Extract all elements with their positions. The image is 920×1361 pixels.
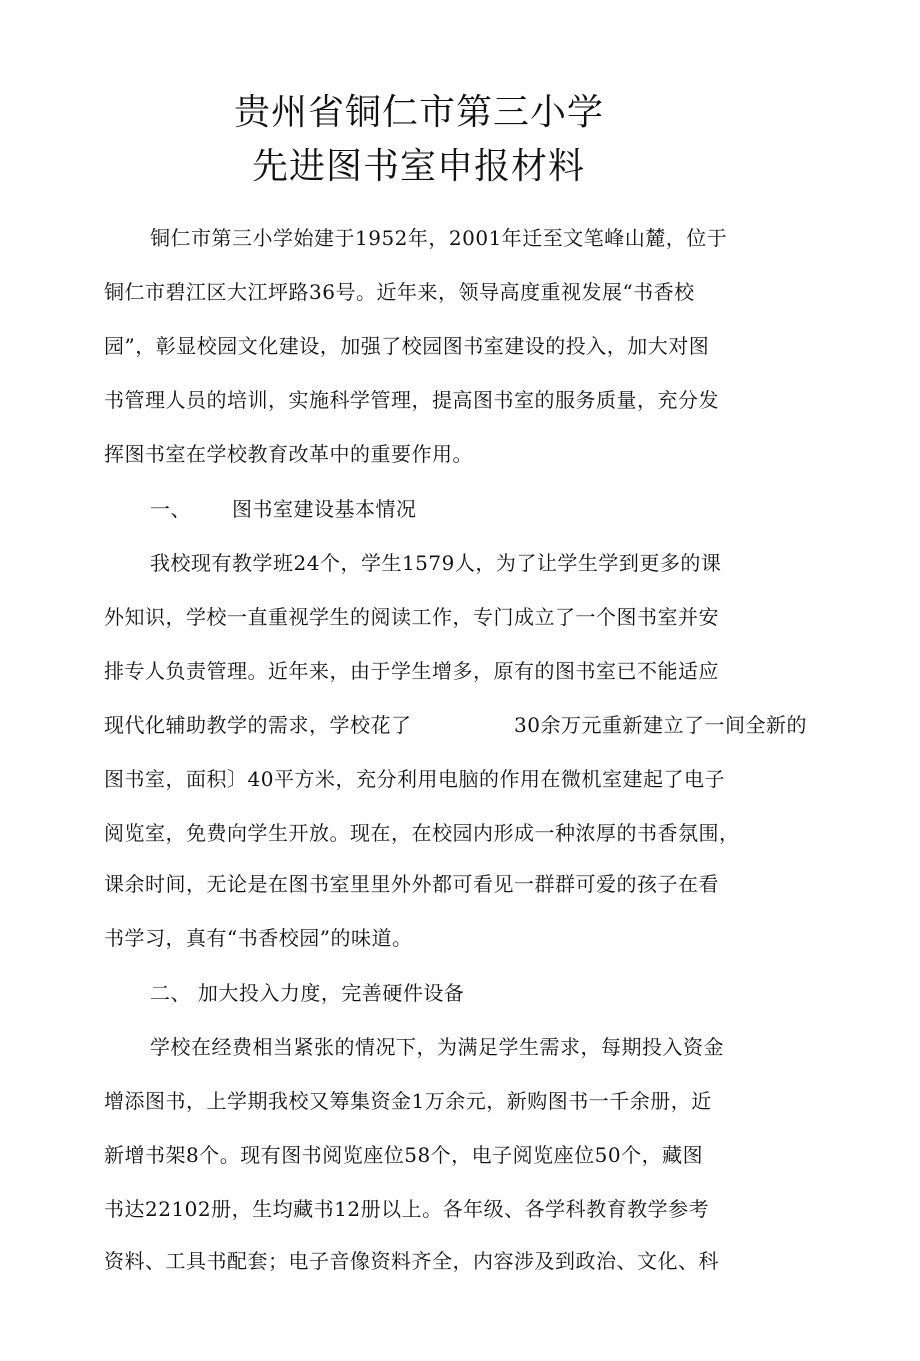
intro-line: 书管理人员的培训，实施科学管理，提高图书室的服务质量，充分发 xyxy=(104,388,719,412)
section-2-line: 书达22102册，生均藏书12册以上。各年级、各学科教育教学参考 xyxy=(104,1197,710,1221)
section-1-heading: 图书室建设基本情况 xyxy=(232,497,417,521)
section-1-line: 外知识，学校一直重视学生的阅读工作，专门成立了一个图书室并安 xyxy=(104,605,719,629)
section-1-number: 一、 xyxy=(150,497,191,521)
section-1-line: 书学习，真有“书香校园”的味道。 xyxy=(104,926,413,950)
section-2-line: 增添图书，上学期我校又筹集资金1万余元，新购图书一千余册，近 xyxy=(104,1089,712,1113)
section-2-line: 学校在经费相当紧张的情况下，为满足学生需求，每期投入资金 xyxy=(150,1035,724,1059)
section-1-line: 排专人负责管理。近年来，由于学生增多，原有的图书室已不能适应 xyxy=(104,659,719,683)
intro-line: 铜仁市碧江区大江坪路36号。近年来，领导高度重视发展“书香校 xyxy=(104,280,695,304)
intro-line: 铜仁市第三小学始建于1952年，2001年迁至文笔峰山麓，位于 xyxy=(150,226,728,250)
section-2-heading: 二、 加大投入力度，完善硬件设备 xyxy=(150,981,465,1005)
section-1-line: 现代化辅助教学的需求，学校花了 xyxy=(104,713,412,737)
section-1-line: 30余万元重新建立了一间全新的 xyxy=(514,713,807,737)
section-2-line: 新增书架8个。现有图书阅览座位58个，电子阅览座位50个，藏图 xyxy=(104,1143,704,1167)
title-line-1: 贵州省铜仁市第三小学 xyxy=(234,92,605,133)
section-1-line: 课余时间，无论是在图书室里里外外都可看见一群群可爱的孩子在看 xyxy=(104,872,719,896)
section-2-line: 资料、工具书配套；电子音像资料齐全，内容涉及到政治、文化、科 xyxy=(104,1249,719,1273)
intro-line: 园”，彰显校园文化建设，加强了校园图书室建设的投入，加大对图 xyxy=(104,334,710,358)
section-1-line: 图书室，面积〕40平方米，充分利用电脑的作用在微机室建起了电子 xyxy=(104,767,725,791)
title-line-2: 先进图书室申报材料 xyxy=(252,146,586,187)
section-1-line: 阅览室，免费向学生开放。现在，在校园内形成一种浓厚的书香氛围， xyxy=(104,821,740,845)
intro-line: 挥图书室在学校教育改革中的重要作用。 xyxy=(104,442,473,466)
section-1-line: 我校现有教学班24个，学生1579人，为了让学生学到更多的课 xyxy=(150,551,722,575)
